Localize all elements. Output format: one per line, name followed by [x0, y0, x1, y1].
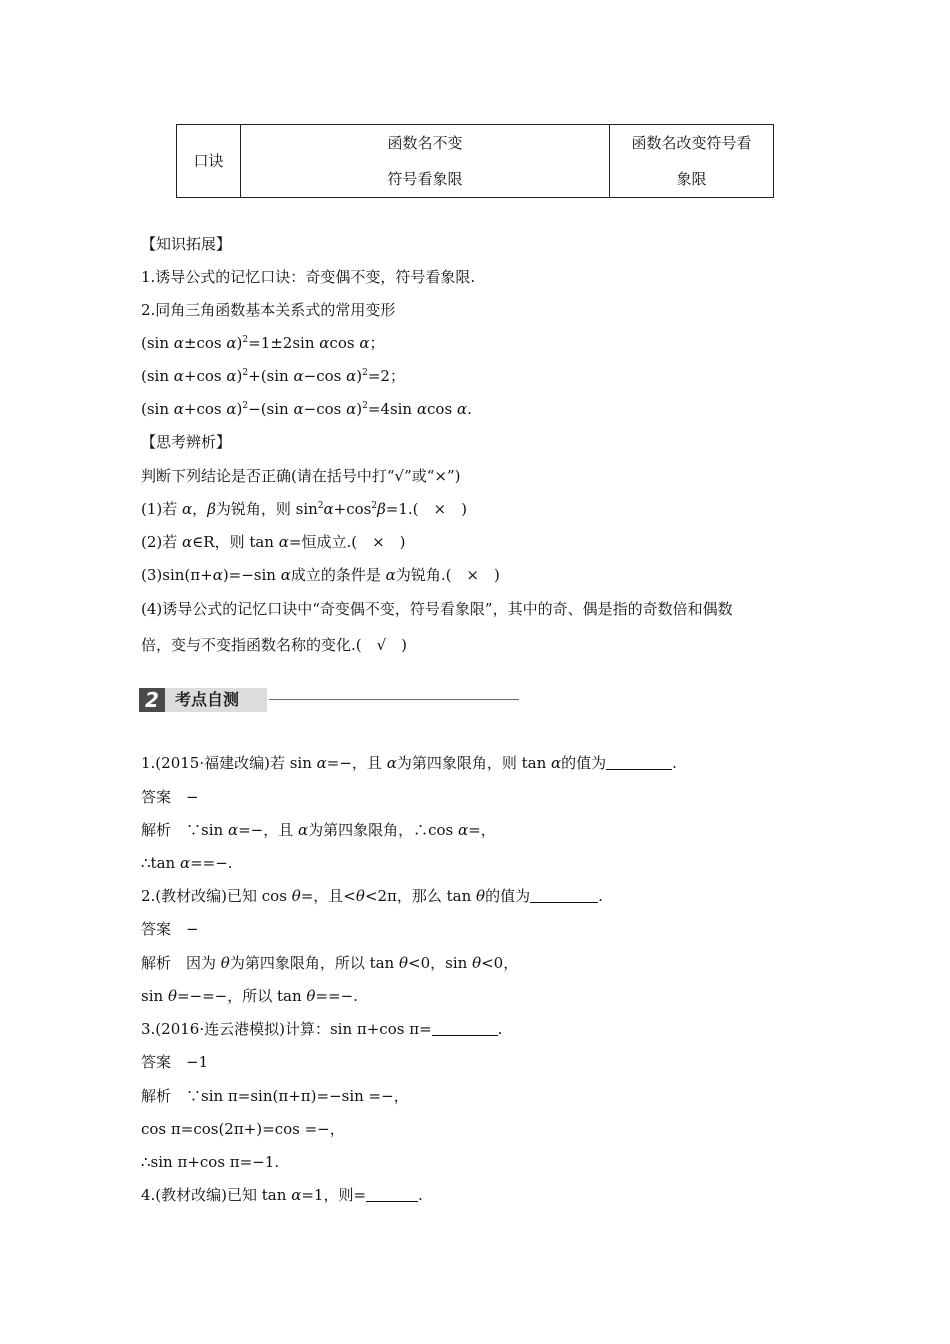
solution-1: 解析 ∵sin α=−，且 α为第四象限角，∴cos α=， — [141, 821, 496, 839]
formula-3: (sin α+cos α)$^2$−(sin α−cos α)$^2$=4sin αcos α. — [141, 400, 472, 418]
knowledge-expand-heading: 【知识拓展】 — [141, 235, 232, 253]
think-question-4-line2: 倍，变与不变指函数名称的变化.( √ ) — [141, 636, 408, 654]
answer-blank[interactable] — [606, 755, 672, 770]
think-intro: 判断下列结论是否正确(请在括号中打“√”或“×”) — [141, 467, 461, 485]
table-cell-text: 符号看象限 — [387, 170, 463, 188]
table-cell-changed — [610, 125, 774, 198]
think-question-4-line1: (4)诱导公式的记忆口诀中“奇变偶不变，符号看象限”，其中的奇、偶是指的奇数倍和偶数 — [141, 600, 733, 618]
mnemonic-table — [176, 124, 774, 198]
think-question-3: (3)sin(π+α)=−sin α成立的条件是 α为锐角.( × ) — [141, 566, 500, 584]
solution-3: 解析 ∵sin π=sin(π+π)=−sin =−， — [141, 1087, 409, 1105]
answer-blank[interactable] — [530, 888, 598, 903]
section-number-badge: 2 — [139, 688, 165, 712]
table-cell-text: 函数名不变 — [387, 134, 463, 152]
answer-1: 答案 − — [141, 788, 199, 806]
formula-2: (sin α+cos α)$^2$+(sin α−cos α)$^2$=2； — [141, 367, 405, 385]
table-cell-label: 口诀 — [177, 125, 241, 198]
answer-blank[interactable] — [366, 1187, 418, 1202]
section-title: 考点自测 — [165, 688, 267, 712]
knowledge-item-1: 1.诱导公式的记忆口诀：奇变偶不变，符号看象限. — [141, 268, 476, 286]
problem-1: 1.(2015·福建改编)若 sin α=−，且 α为第四象限角，则 tan α的值为 . — [141, 754, 677, 772]
solution-3-cont2: ∴sin π+cos π=−1. — [141, 1153, 280, 1171]
section-header — [139, 688, 519, 712]
solution-3-cont1: cos π=cos(2π+)=cos =−， — [141, 1120, 345, 1138]
problem-3: 3.(2016·连云港模拟)计算：sin π+cos π= . — [141, 1020, 503, 1038]
problem-2: 2.(教材改编)已知 cos θ=，且<θ<2π，那么 tan θ的值为 . — [141, 887, 603, 905]
think-heading: 【思考辨析】 — [141, 433, 232, 451]
solution-1-cont: ∴tan α==−. — [141, 854, 233, 872]
think-question-2: (2)若 α∈R，则 tan α=恒成立.( × ) — [141, 533, 406, 551]
table-cell-unchanged — [241, 125, 610, 198]
answer-3: 答案 −1 — [141, 1053, 209, 1071]
think-question-1: (1)若 α，β为锐角，则 $\sin^2\alpha+\cos^2\beta=1$.( × ) — [141, 500, 467, 518]
solution-2-cont: sin θ=−=−，所以 tan θ==−. — [141, 987, 358, 1005]
answer-2: 答案 − — [141, 920, 199, 938]
table-cell-text: 象限 — [676, 170, 707, 188]
knowledge-item-2: 2.同角三角函数基本关系式的常用变形 — [141, 301, 396, 319]
table-cell-text: 函数名改变符号看 — [631, 134, 752, 152]
formula-1: (sin α±cos α)$^2$=1±2sin αcos α； — [141, 334, 385, 352]
answer-blank[interactable] — [432, 1021, 498, 1036]
section-rule — [269, 699, 519, 700]
problem-4: 4.(教材改编)已知 tan α=1，则= . — [141, 1186, 423, 1204]
solution-2: 解析 因为 θ为第四象限角，所以 tan θ<0，sin θ<0， — [141, 954, 519, 972]
